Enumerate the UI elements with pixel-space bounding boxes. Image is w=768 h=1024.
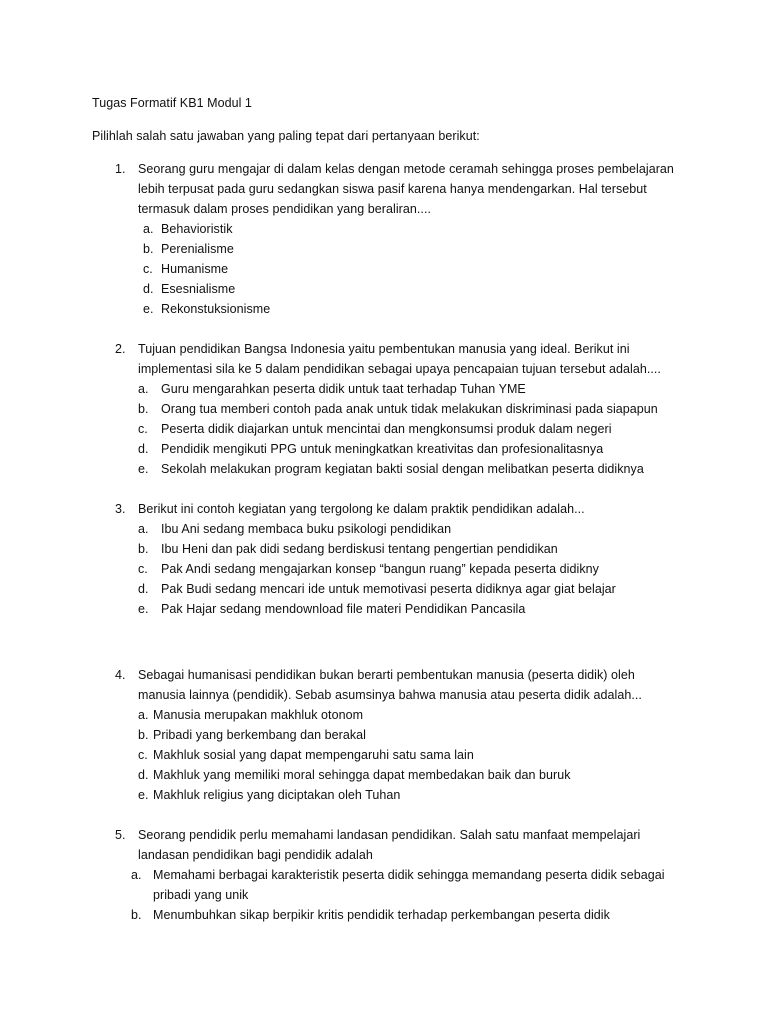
question-text-line: Seorang guru mengajar di dalam kelas dengan metode ceramah sehingga proses pembelajaran bbox=[138, 162, 674, 176]
question-number: 3. bbox=[115, 502, 126, 516]
option-text: Pak Hajar sedang mendownload file materi Pendidikan Pancasila bbox=[161, 602, 526, 616]
option-text: Manusia merupakan makhluk otonom bbox=[153, 708, 364, 722]
option-text: Ibu Ani sedang membaca buku psikologi pendidikan bbox=[161, 522, 452, 536]
option-text: Pak Andi sedang mengajarkan konsep “bangun ruang” kepada peserta didikny bbox=[161, 562, 599, 576]
option-text: Sekolah melakukan program kegiatan bakti sosial dengan melibatkan peserta didiknya bbox=[161, 462, 644, 476]
question-number: 2. bbox=[115, 342, 126, 356]
question-text-line: lebih terpusat pada guru sedangkan siswa pasif karena hanya mendengarkan. Hal tersebut bbox=[138, 182, 647, 196]
option-text: Makhluk sosial yang dapat mempengaruhi satu sama lain bbox=[153, 748, 474, 762]
option-letter: e. bbox=[143, 302, 154, 316]
question-text-line: manusia lainnya (pendidik). Sebab asumsinya bahwa manusia atau peserta didik adalah... bbox=[138, 688, 642, 702]
option-letter: a. bbox=[143, 222, 154, 236]
question-text-line: termasuk dalam proses pendidikan yang beraliran.... bbox=[138, 202, 431, 216]
option-text: Perenialisme bbox=[161, 242, 234, 256]
option-letter: b. bbox=[131, 908, 142, 922]
option-letter: b. bbox=[138, 402, 149, 416]
option-letter: e. bbox=[138, 788, 149, 802]
option-letter: e. bbox=[138, 602, 149, 616]
option-letter: d. bbox=[138, 582, 149, 596]
option-text: Humanisme bbox=[161, 262, 229, 276]
question-number: 5. bbox=[115, 828, 126, 842]
option-letter: a. bbox=[138, 522, 149, 536]
option-letter: d. bbox=[138, 442, 149, 456]
option-text: Rekonstuksionisme bbox=[161, 302, 271, 316]
option-letter: b. bbox=[138, 728, 149, 742]
option-text: Guru mengarahkan peserta didik untuk taat terhadap Tuhan YME bbox=[161, 382, 526, 396]
option-text: Pendidik mengikuti PPG untuk meningkatkan kreativitas dan profesionalitasnya bbox=[161, 442, 604, 456]
question-text-line: Sebagai humanisasi pendidikan bukan berarti pembentukan manusia (peserta didik) oleh bbox=[138, 668, 635, 682]
option-text: Pak Budi sedang mencari ide untuk memotivasi peserta didiknya agar giat belajar bbox=[161, 582, 616, 596]
option-text: Makhluk yang memiliki moral sehingga dapat membedakan baik dan buruk bbox=[153, 768, 571, 782]
option-letter: b. bbox=[143, 242, 154, 256]
option-letter: d. bbox=[143, 282, 154, 296]
question-text-line: implementasi sila ke 5 dalam pendidikan sebagai upaya pencapaian tujuan tersebut adalah.... bbox=[138, 362, 661, 376]
option-letter: a. bbox=[138, 382, 149, 396]
instruction-text: Pilihlah salah satu jawaban yang paling tepat dari pertanyaan berikut: bbox=[92, 129, 480, 143]
option-letter: b. bbox=[138, 542, 149, 556]
option-text: Menumbuhkan sikap berpikir kritis pendidik terhadap perkembangan peserta didik bbox=[153, 908, 610, 922]
option-letter: c. bbox=[138, 748, 148, 762]
option-letter: c. bbox=[138, 422, 148, 436]
option-text: pribadi yang unik bbox=[153, 888, 249, 902]
option-letter: d. bbox=[138, 768, 149, 782]
option-text: Memahami berbagai karakteristik peserta didik sehingga memandang peserta didik sebagai bbox=[153, 868, 665, 882]
option-text: Peserta didik diajarkan untuk mencintai dan mengkonsumsi produk dalam negeri bbox=[161, 422, 612, 436]
option-letter: a. bbox=[138, 708, 149, 722]
option-text: Ibu Heni dan pak didi sedang berdiskusi tentang pengertian pendidikan bbox=[161, 542, 558, 556]
option-letter: e. bbox=[138, 462, 149, 476]
question-number: 1. bbox=[115, 162, 126, 176]
question-number: 4. bbox=[115, 668, 126, 682]
question-text-line: Seorang pendidik perlu memahami landasan pendidikan. Salah satu manfaat mempelajari bbox=[138, 828, 641, 842]
document-title: Tugas Formatif KB1 Modul 1 bbox=[92, 96, 252, 110]
option-text: Makhluk religius yang diciptakan oleh Tuhan bbox=[153, 788, 401, 802]
option-text: Orang tua memberi contoh pada anak untuk tidak melakukan diskriminasi pada siapapun bbox=[161, 402, 658, 416]
option-text: Pribadi yang berkembang dan berakal bbox=[153, 728, 366, 742]
option-text: Behavioristik bbox=[161, 222, 233, 236]
option-letter: a. bbox=[131, 868, 142, 882]
question-text-line: landasan pendidikan bagi pendidik adalah bbox=[138, 848, 373, 862]
option-letter: c. bbox=[143, 262, 153, 276]
question-text-line: Tujuan pendidikan Bangsa Indonesia yaitu pembentukan manusia yang ideal. Berikut ini bbox=[138, 342, 630, 356]
option-letter: c. bbox=[138, 562, 148, 576]
option-text: Esesnialisme bbox=[161, 282, 236, 296]
question-text-line: Berikut ini contoh kegiatan yang tergolong ke dalam praktik pendidikan adalah... bbox=[138, 502, 585, 516]
